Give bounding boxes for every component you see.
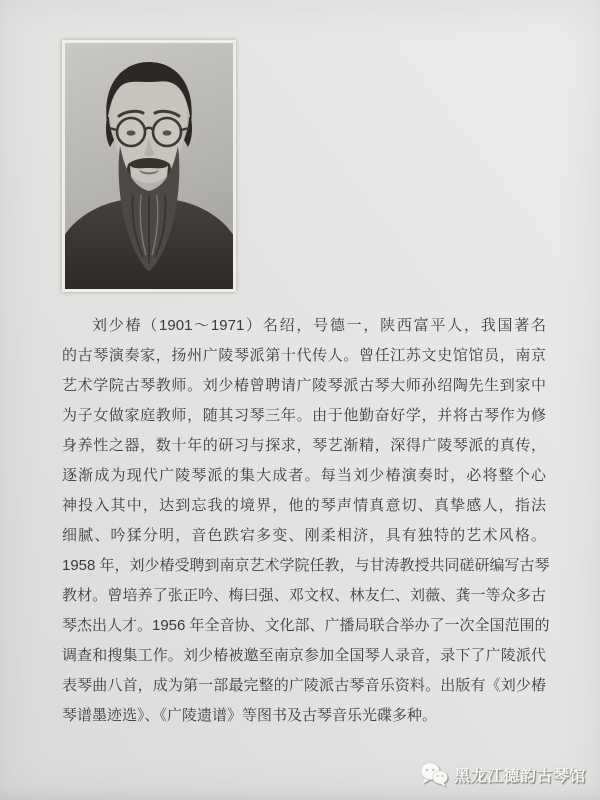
bio-line: 琴杰出人才。1956 年全音协、文化部、广播局联合举办了一次全国范围的 <box>62 617 550 634</box>
watermark <box>420 761 586 788</box>
bio-line: 神投入其中，达到忘我的境界，他的琴声情真意切、真挚感人，指法 <box>62 497 546 514</box>
bio-line: 逐渐成为现代广陵琴派的集大成者。每当刘少椿演奏时，必将整个心 <box>62 467 546 484</box>
portrait-photo <box>62 40 236 292</box>
bio-line: 细腻、吟猱分明，音色跌宕多变、刚柔相济，具有独特的艺术风格。 <box>62 527 546 544</box>
bio-line: 琴谱墨迹选》、《广陵遗谱》等图书及古琴音乐光碟多种。 <box>62 707 438 724</box>
bio-line: 身养性之器，数十年的研习与探求，琴艺渐精，深得广陵琴派的真传， <box>62 437 546 454</box>
bio-line: 为子女做家庭教师，随其习琴三年。由于他勤奋好学，并将古琴作为修 <box>62 407 546 424</box>
portrait-illustration <box>65 43 233 289</box>
wechat-icon <box>420 761 448 788</box>
bio-line: 的古琴演奏家，扬州广陵琴派第十代传人。曾任江苏文史馆馆员，南京 <box>62 347 546 364</box>
bio-line: 表琴曲八首，成为第一部最完整的广陵派古琴音乐资料。出版有《刘少椿 <box>62 677 546 694</box>
bio-line: 1958 年，刘少椿受聘到南京艺术学院任教，与甘涛教授共同磋研编写古琴 <box>62 557 550 574</box>
bio-line: 艺术学院古琴教师。刘少椿曾聘请广陵琴派古琴大师孙绍陶先生到家中 <box>62 377 546 394</box>
biography-text <box>62 311 550 731</box>
bio-line: 教材。曾培养了张正吟、梅曰强、邓文权、林友仁、刘薇、龚一等众多古 <box>62 587 546 604</box>
bio-line: 刘少椿（1901～1971）名绍，号德一，陕西富平人，我国著名 <box>92 317 546 334</box>
watermark-text: 黑龙江德韵古琴馆 <box>453 768 586 785</box>
bio-line: 调查和搜集工作。刘少椿被邀至南京参加全国琴人录音，录下了广陵派代 <box>62 647 546 664</box>
